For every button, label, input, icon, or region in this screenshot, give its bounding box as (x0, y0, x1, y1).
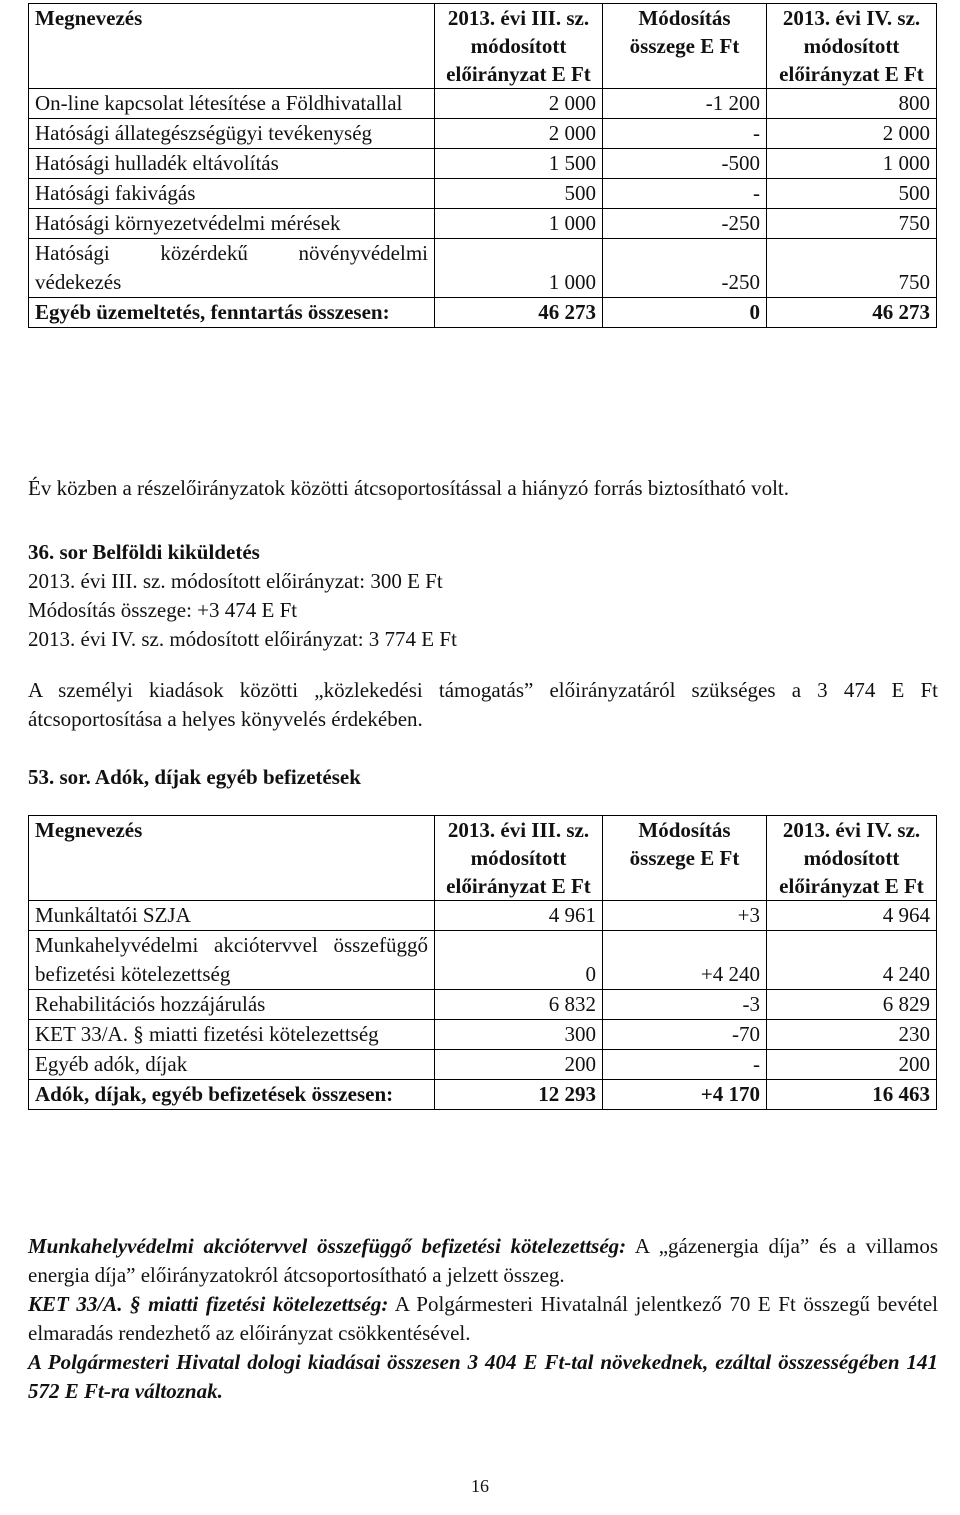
row-value-mod: -250 (603, 209, 767, 239)
note-lead: KET 33/A. § miatti fizetési kötelezettség: (28, 1292, 389, 1316)
conclusion: A Polgármesteri Hivatal dologi kiadásai összesen 3 404 E Ft-tal növekednek, ezáltal összességében 141 572 E Ft-ra változnak. (28, 1350, 938, 1403)
row-value-iii: 500 (435, 179, 603, 209)
row-value-iv: 1 000 (767, 149, 937, 179)
row-value-iv: 6 829 (767, 990, 937, 1020)
table-total-row (29, 298, 937, 328)
table-row (29, 119, 937, 149)
header-iv-modified: 2013. évi IV. sz. módosított előirányzat E Ft (767, 4, 937, 89)
row-value-mod: -500 (603, 149, 767, 179)
total-value-iii: 12 293 (435, 1080, 603, 1110)
section-36-line-modification: Módosítás összege: +3 474 E Ft (28, 598, 298, 622)
table-adok-dijak (28, 815, 937, 1110)
note-text: A Polgármesteri Hivatalnál jelentkező 70 E Ft összegű bevétel elmaradás rendezhető az előirányzat csökkentésével. (28, 1292, 939, 1345)
row-name: Munkahelyvédelmi akciótervvel összefüggő befizetési kötelezettség (29, 931, 435, 990)
row-value-iv: 230 (767, 1020, 937, 1050)
row-value-mod: -70 (603, 1020, 767, 1050)
row-name: On-line kapcsolat létesítése a Földhivatallal (29, 89, 435, 119)
row-name: Hatósági környezetvédelmi mérések (29, 209, 435, 239)
table-row (29, 1020, 937, 1050)
total-name: Adók, díjak, egyéb befizetések összesen: (29, 1080, 435, 1110)
note-lead: Munkahelyvédelmi akciótervvel összefüggő befizetési kötelezettség: (28, 1234, 627, 1258)
row-value-mod: - (603, 119, 767, 149)
row-value-mod: - (603, 1050, 767, 1080)
section-36-heading: 36. sor Belföldi kiküldetés (28, 540, 260, 564)
table-total-row (29, 1080, 937, 1110)
row-value-iv: 750 (767, 209, 937, 239)
row-name: Munkáltatói SZJA (29, 901, 435, 931)
section-36-line-iii: 2013. évi III. sz. módosított előirányzat: 300 E Ft (28, 569, 443, 593)
table-row (29, 239, 937, 298)
table-row (29, 209, 937, 239)
header-modification: Módosítás összege E Ft (603, 816, 767, 901)
section-36 (28, 538, 938, 654)
table-header-row (29, 816, 937, 901)
section-36-line-iv: 2013. évi IV. sz. módosított előirányzat: 3 774 E Ft (28, 627, 457, 651)
total-value-iv: 16 463 (767, 1080, 937, 1110)
row-value-iii: 2 000 (435, 119, 603, 149)
row-name: Hatósági fakivágás (29, 179, 435, 209)
section-53-heading: 53. sor. Adók, díjak egyéb befizetések (28, 765, 361, 789)
page-number: 16 (471, 1476, 489, 1496)
table-dologi-kiadasok (28, 3, 937, 328)
row-value-iii: 4 961 (435, 901, 603, 931)
row-value-mod: -3 (603, 990, 767, 1020)
total-value-mod: +4 170 (603, 1080, 767, 1110)
row-value-iii: 0 (435, 931, 603, 990)
header-name: Megnevezés (29, 4, 435, 89)
section-36-explanation: A személyi kiadások közötti „közlekedési támogatás” előirányzatáról szükséges a 3 474 E Ft átcsoportosítása a helyes könyvelés érdekében. (28, 678, 938, 731)
row-value-iii: 1 000 (435, 209, 603, 239)
row-value-iii: 200 (435, 1050, 603, 1080)
row-value-mod: - (603, 179, 767, 209)
row-value-iii: 2 000 (435, 89, 603, 119)
row-value-iii: 300 (435, 1020, 603, 1050)
row-value-iii: 1 000 (435, 239, 603, 298)
table-row (29, 89, 937, 119)
note-munkahelyvedelmi (28, 1232, 938, 1290)
header-name: Megnevezés (29, 816, 435, 901)
table-row (29, 179, 937, 209)
row-value-iv: 750 (767, 239, 937, 298)
table-row (29, 149, 937, 179)
total-value-mod: 0 (603, 298, 767, 328)
note-ket (28, 1290, 938, 1348)
table-row (29, 901, 937, 931)
table-row (29, 990, 937, 1020)
row-name: KET 33/A. § miatti fizetési kötelezettség (29, 1020, 435, 1050)
row-value-iv: 4 964 (767, 901, 937, 931)
header-iii-modified: 2013. évi III. sz. módosított előirányzat E Ft (435, 4, 603, 89)
row-value-iv: 4 240 (767, 931, 937, 990)
header-iv-modified: 2013. évi IV. sz. módosított előirányzat E Ft (767, 816, 937, 901)
header-iii-modified: 2013. évi III. sz. módosított előirányzat E Ft (435, 816, 603, 901)
table-header-row (29, 4, 937, 89)
header-modification: Módosítás összege E Ft (603, 4, 767, 89)
row-value-iii: 6 832 (435, 990, 603, 1020)
total-value-iii: 46 273 (435, 298, 603, 328)
row-name: Rehabilitációs hozzájárulás (29, 990, 435, 1020)
total-name: Egyéb üzemeltetés, fenntartás összesen: (29, 298, 435, 328)
row-value-mod: -250 (603, 239, 767, 298)
table-row (29, 931, 937, 990)
row-name: Egyéb adók, díjak (29, 1050, 435, 1080)
row-name: Hatósági állategészségügyi tevékenység (29, 119, 435, 149)
total-value-iv: 46 273 (767, 298, 937, 328)
row-value-iv: 800 (767, 89, 937, 119)
row-value-iv: 200 (767, 1050, 937, 1080)
row-name: Hatósági közérdekű növényvédelmi védekezés (29, 239, 435, 298)
table-row (29, 1050, 937, 1080)
note-regrouping: Év közben a részelőirányzatok közötti átcsoportosítással a hiányzó forrás biztosítható volt. (28, 476, 790, 500)
row-name: Hatósági hulladék eltávolítás (29, 149, 435, 179)
row-value-mod: +3 (603, 901, 767, 931)
row-value-iv: 2 000 (767, 119, 937, 149)
row-value-mod: +4 240 (603, 931, 767, 990)
row-value-iv: 500 (767, 179, 937, 209)
note-text: A „gázenergia díja” és a villamos energia díja” előirányzatokról átcsoportosítható a jelzett összeg. (28, 1234, 938, 1287)
row-value-iii: 1 500 (435, 149, 603, 179)
row-value-mod: -1 200 (603, 89, 767, 119)
